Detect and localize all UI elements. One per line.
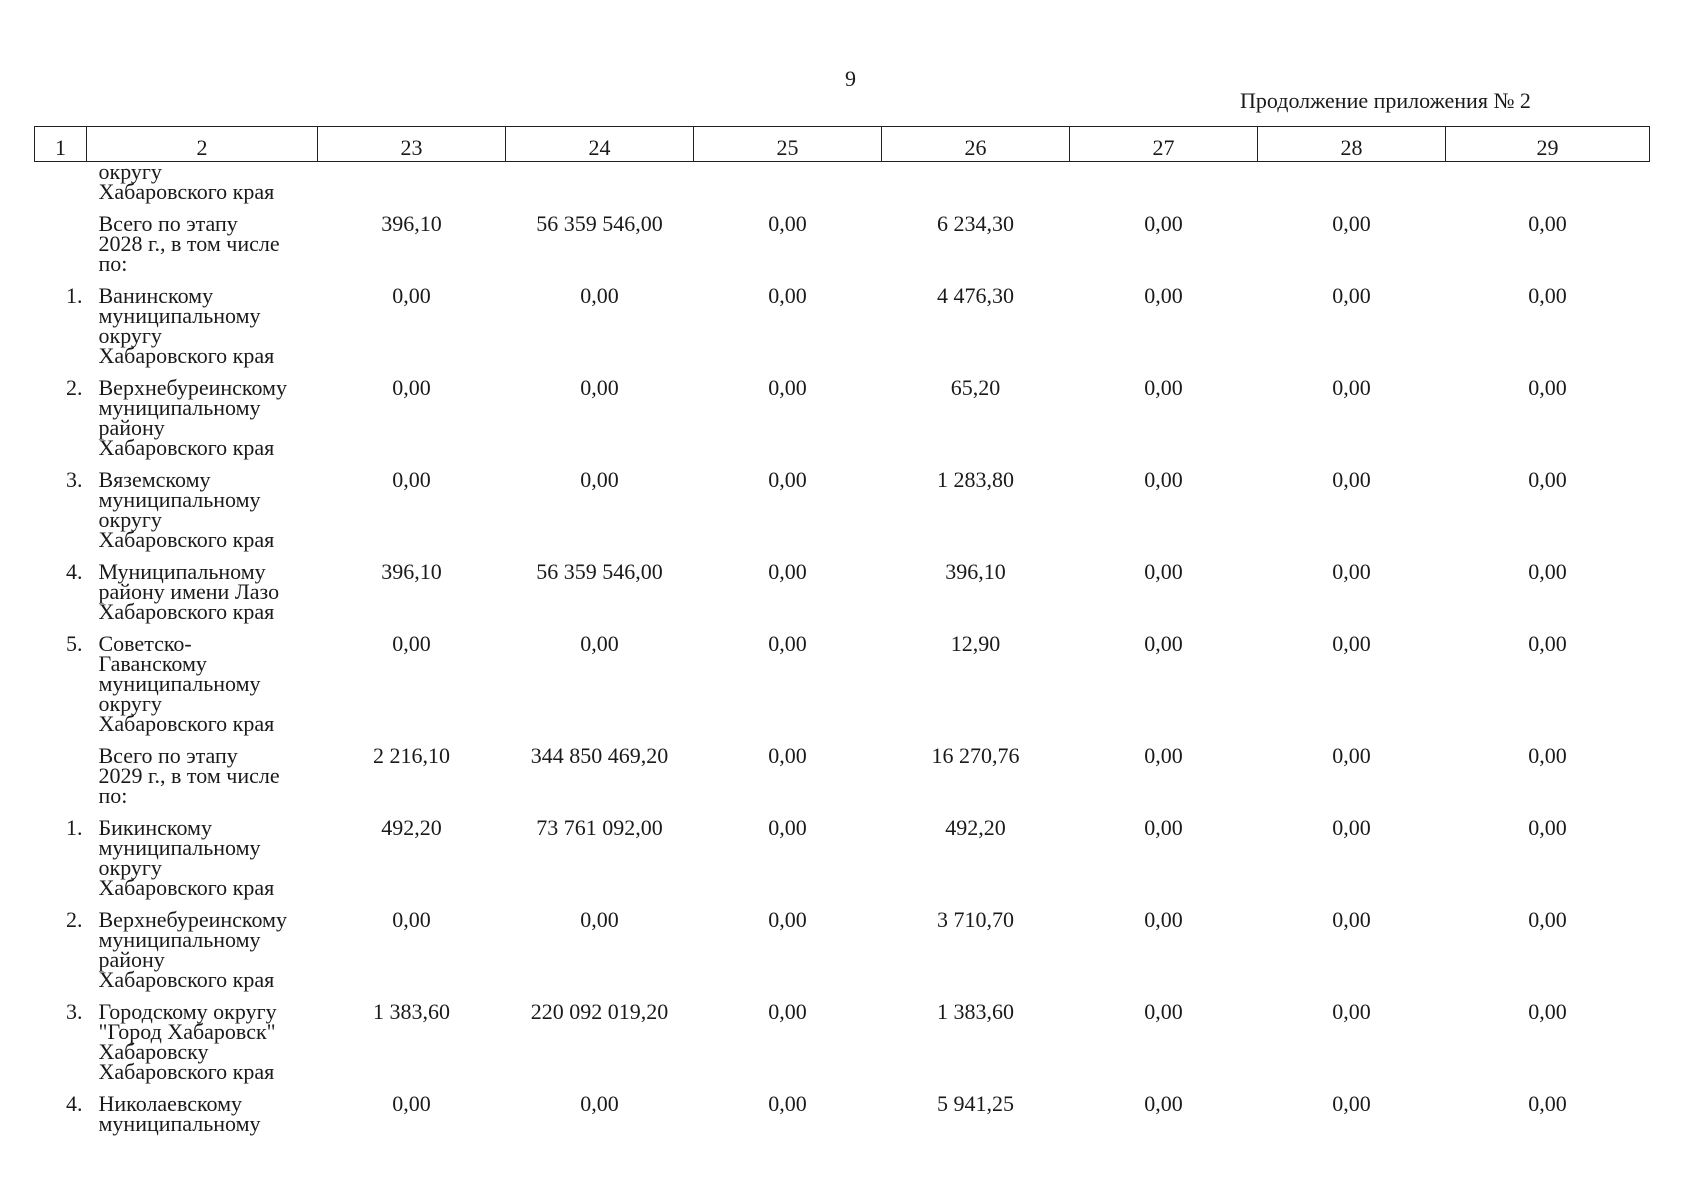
value-cell: 0,00 [768, 283, 807, 308]
row-number: 4. [66, 559, 83, 584]
table-header-row [35, 127, 1650, 162]
table-row [35, 992, 1650, 1084]
row-number: 5. [66, 631, 83, 656]
value-cell: 0,00 [392, 375, 431, 400]
value-cell [1070, 162, 1258, 205]
row-name: Муниципальному району имени Лазо Хабаровского края [98, 559, 280, 624]
table-row [35, 204, 1650, 276]
column-header: 27 [1070, 127, 1258, 162]
value-cell: 0,00 [1144, 1091, 1183, 1116]
value-cell: 16 270,76 [931, 743, 1020, 768]
value-cell: 0,00 [1528, 283, 1567, 308]
value-cell: 0,00 [1332, 631, 1371, 656]
value-cell: 0,00 [1332, 467, 1371, 492]
value-cell: 0,00 [768, 559, 807, 584]
value-cell: 0,00 [580, 907, 619, 932]
table-row [35, 1084, 1650, 1136]
value-cell: 396,10 [945, 559, 1006, 584]
row-name: Вяземскому муниципальному округу Хабаровского края [98, 467, 275, 552]
value-cell: 0,00 [1528, 815, 1567, 840]
value-cell: 492,20 [381, 815, 442, 840]
table-row [35, 162, 1650, 205]
column-header: 24 [506, 127, 694, 162]
value-cell: 1 383,60 [373, 999, 450, 1024]
value-cell: 0,00 [1144, 907, 1183, 932]
value-cell: 0,00 [1332, 1091, 1371, 1116]
value-cell: 0,00 [1332, 907, 1371, 932]
value-cell: 344 850 469,20 [530, 743, 669, 768]
value-cell: 0,00 [1528, 559, 1567, 584]
value-cell: 0,00 [1528, 907, 1567, 932]
value-cell: 65,20 [950, 375, 1001, 400]
row-name: Всего по этапу 2028 г., в том числе по: [98, 211, 280, 276]
table-row [35, 624, 1650, 736]
value-cell: 0,00 [1144, 375, 1183, 400]
table-row [35, 808, 1650, 900]
value-cell: 0,00 [1144, 467, 1183, 492]
row-name: Бикинскому муниципальному округу Хабаровского края [98, 815, 275, 900]
row-name: Городскому округу "Город Хабаровск" Хабаровску Хабаровского края [98, 999, 277, 1084]
value-cell: 0,00 [1332, 999, 1371, 1024]
value-cell: 0,00 [1332, 815, 1371, 840]
value-cell [1446, 162, 1650, 205]
row-number [35, 204, 87, 276]
value-cell: 0,00 [768, 211, 807, 236]
value-cell: 0,00 [580, 283, 619, 308]
page-number: 9 [845, 66, 856, 91]
table-body [35, 159, 1650, 1137]
row-name: Николаевскому муниципальному [98, 1091, 261, 1136]
value-cell: 2 216,10 [373, 743, 450, 768]
value-cell: 0,00 [580, 375, 619, 400]
table-row [35, 736, 1650, 808]
value-cell: 0,00 [1528, 1091, 1567, 1116]
column-header: 25 [694, 127, 882, 162]
value-cell: 0,00 [1332, 283, 1371, 308]
row-name: Советско- Гаванскому муниципальному округу Хабаровского края [98, 631, 275, 736]
value-cell [318, 162, 506, 205]
table-row [35, 368, 1650, 460]
value-cell: 0,00 [1144, 743, 1183, 768]
value-cell: 0,00 [768, 815, 807, 840]
value-cell: 0,00 [768, 631, 807, 656]
value-cell [694, 162, 882, 205]
row-number: 1. [66, 815, 83, 840]
value-cell [506, 162, 694, 205]
value-cell: 4 476,30 [937, 283, 1014, 308]
row-name: Верхнебуреинскому муниципальному району Хабаровского края [98, 375, 287, 460]
value-cell: 73 761 092,00 [536, 815, 663, 840]
column-header: 2 [87, 127, 318, 162]
column-header: 23 [318, 127, 506, 162]
value-cell: 0,00 [1144, 211, 1183, 236]
value-cell: 0,00 [392, 907, 431, 932]
table-row [35, 900, 1650, 992]
value-cell: 0,00 [392, 467, 431, 492]
value-cell: 0,00 [768, 467, 807, 492]
column-header: 29 [1446, 127, 1650, 162]
value-cell: 0,00 [392, 283, 431, 308]
row-number: 3. [66, 999, 83, 1024]
table-row [35, 276, 1650, 368]
row-name: Ванинскому муниципальному округу Хабаровского края [98, 283, 275, 368]
value-cell: 0,00 [580, 1091, 619, 1116]
table-row [35, 552, 1650, 624]
column-header: 26 [882, 127, 1070, 162]
value-cell: 0,00 [1332, 375, 1371, 400]
value-cell: 12,90 [950, 631, 1001, 656]
value-cell: 0,00 [1528, 467, 1567, 492]
row-number: 1. [66, 283, 83, 308]
value-cell: 56 359 546,00 [536, 559, 663, 584]
row-name: Верхнебуреинскому муниципальному району Хабаровского края [98, 907, 287, 992]
value-cell: 0,00 [1144, 631, 1183, 656]
value-cell: 0,00 [1144, 815, 1183, 840]
value-cell: 1 283,80 [937, 467, 1014, 492]
value-cell: 0,00 [768, 743, 807, 768]
value-cell: 0,00 [580, 631, 619, 656]
value-cell [1258, 162, 1446, 205]
value-cell: 0,00 [1528, 631, 1567, 656]
column-header: 28 [1258, 127, 1446, 162]
value-cell: 0,00 [1528, 743, 1567, 768]
value-cell: 0,00 [768, 1091, 807, 1116]
value-cell: 0,00 [1144, 559, 1183, 584]
value-cell: 492,20 [945, 815, 1006, 840]
value-cell: 3 710,70 [937, 907, 1014, 932]
row-number [35, 162, 87, 205]
value-cell: 0,00 [1144, 283, 1183, 308]
table-row [35, 460, 1650, 552]
row-name: округу Хабаровского края [98, 159, 275, 204]
value-cell: 0,00 [768, 907, 807, 932]
value-cell: 0,00 [392, 631, 431, 656]
value-cell: 396,10 [381, 559, 442, 584]
value-cell: 0,00 [1144, 999, 1183, 1024]
value-cell: 0,00 [1332, 211, 1371, 236]
row-number: 2. [66, 907, 83, 932]
value-cell: 0,00 [1332, 559, 1371, 584]
value-cell: 5 941,25 [937, 1091, 1014, 1116]
value-cell: 396,10 [381, 211, 442, 236]
value-cell: 0,00 [1528, 211, 1567, 236]
continuation-label: Продолжение приложения № 2 [1240, 88, 1531, 113]
appendix-table [34, 126, 1650, 1136]
row-number: 3. [66, 467, 83, 492]
value-cell: 1 383,60 [937, 999, 1014, 1024]
column-header: 1 [35, 127, 87, 162]
value-cell: 220 092 019,20 [530, 999, 669, 1024]
value-cell: 0,00 [1528, 999, 1567, 1024]
value-cell: 0,00 [580, 467, 619, 492]
value-cell: 6 234,30 [937, 211, 1014, 236]
value-cell [882, 162, 1070, 205]
row-number: 2. [66, 375, 83, 400]
value-cell: 0,00 [1528, 375, 1567, 400]
value-cell: 0,00 [768, 375, 807, 400]
value-cell: 0,00 [1332, 743, 1371, 768]
row-name: Всего по этапу 2029 г., в том числе по: [98, 743, 280, 808]
value-cell: 0,00 [392, 1091, 431, 1116]
row-number: 4. [66, 1091, 83, 1116]
value-cell: 0,00 [768, 999, 807, 1024]
row-number [35, 736, 87, 808]
value-cell: 56 359 546,00 [536, 211, 663, 236]
